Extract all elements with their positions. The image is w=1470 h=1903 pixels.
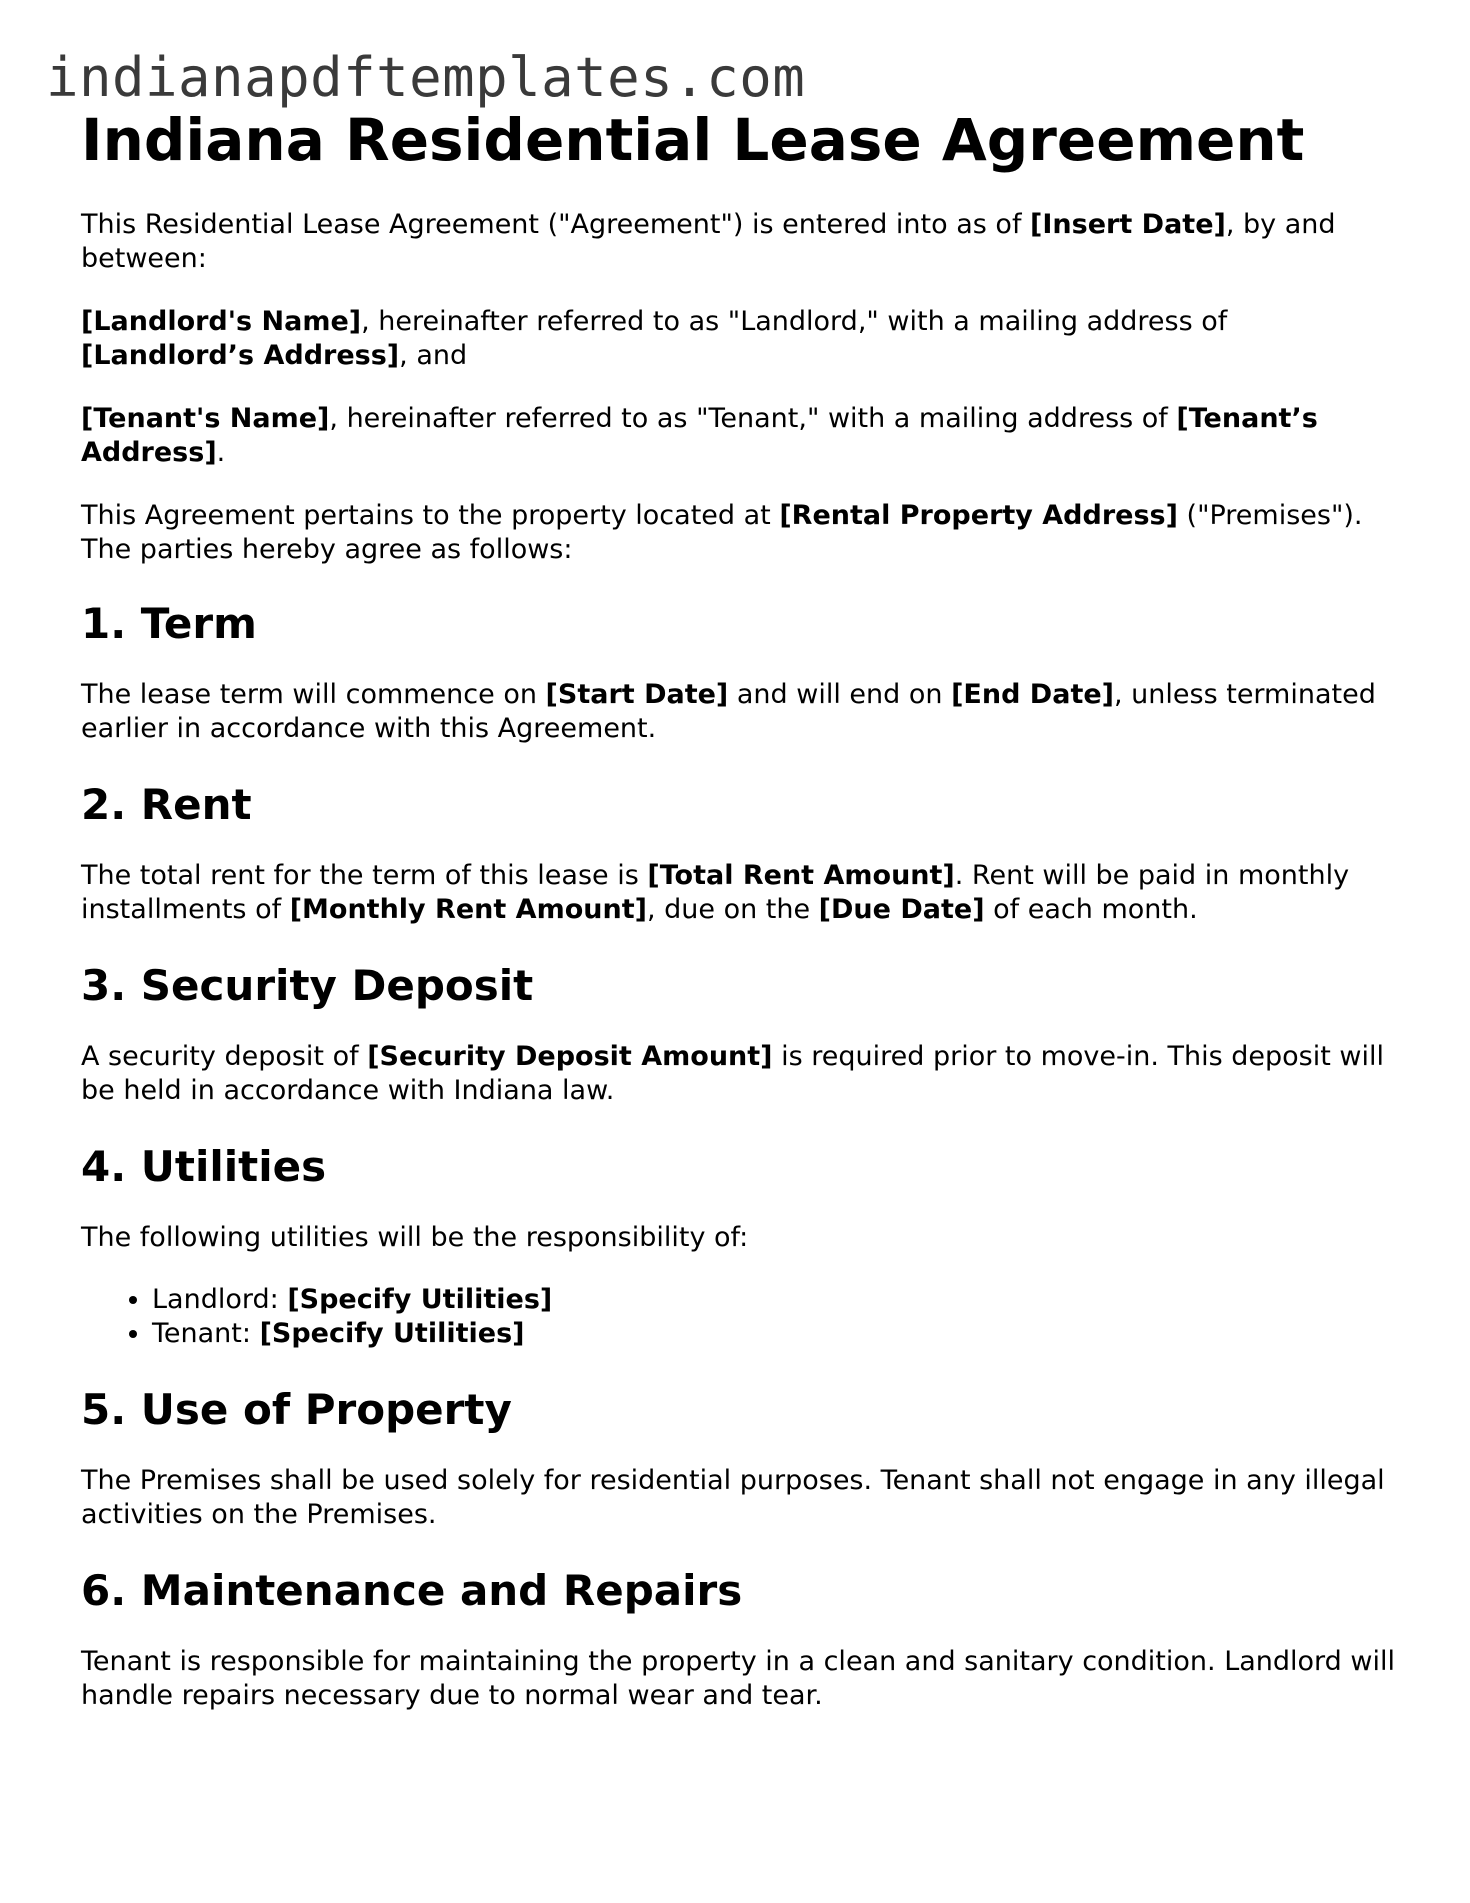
section-heading-maintenance: 6. Maintenance and Repairs (81, 1566, 743, 1615)
placeholder-deposit-amount: [Security Deposit Amount] (367, 1041, 773, 1072)
placeholder-tenant-address: [Tenant’s Address] (81, 403, 1318, 468)
placeholder-tenant-name: [Tenant's Name] (81, 403, 330, 434)
section-text-term: The lease term will commence on [Start Date] and will end on [End Date], unless terminated earlier in accordance with this Agreement. (81, 679, 1376, 744)
placeholder-monthly-rent: [Monthly Rent Amount] (289, 894, 647, 925)
document-body (81, 102, 1401, 1713)
placeholder-start-date: [Start Date] (545, 679, 729, 710)
placeholder-insert-date: [Insert Date] (1030, 209, 1226, 240)
document-title: Indiana Residential Lease Agreement (81, 106, 1305, 174)
placeholder-landlord-address: [Landlord’s Address] (81, 340, 400, 371)
placeholder-due-date: [Due Date] (818, 894, 985, 925)
section-text-use: The Premises shall be used solely for residential purposes. Tenant shall not engage in any illegal activities on the Premises. (81, 1465, 1385, 1530)
site-watermark: indianapdftemplates.com (46, 46, 806, 109)
placeholder-end-date: [End Date] (951, 679, 1115, 710)
placeholder-tenant-utilities: [Specify Utilities] (259, 1318, 525, 1349)
placeholder-total-rent: [Total Rent Amount] (647, 860, 955, 891)
section-heading-use: 5. Use of Property (81, 1385, 512, 1434)
section-heading-deposit: 3. Security Deposit (81, 961, 534, 1010)
list-item: • Landlord: [Specify Utilities] (152, 1283, 1401, 1317)
section-text-maintenance: Tenant is responsible for maintaining the property in a clean and sanitary condition. Landlord will handle repairs necessary due to normal wear and tear. (81, 1646, 1395, 1711)
intro-paragraph: This Residential Lease Agreement ("Agreement") is entered into as of [Insert Date], by and between: (81, 209, 1336, 274)
section-text-deposit: A security deposit of [Security Deposit Amount] is required prior to move-in. This deposit will be held in accordance with Indiana law. (81, 1041, 1385, 1106)
section-heading-rent: 2. Rent (81, 780, 252, 829)
placeholder-landlord-name: [Landlord's Name] (81, 306, 362, 337)
list-item: • Tenant: [Specify Utilities] (152, 1317, 1401, 1351)
tenant-paragraph: [Tenant's Name], hereinafter referred to as "Tenant," with a mailing address of [Tenant’s Address]. (81, 403, 1318, 468)
section-text-utilities: The following utilities will be the responsibility of: (81, 1222, 749, 1253)
placeholder-property-address: [Rental Property Address] (779, 500, 1178, 531)
section-text-rent: The total rent for the term of this lease is [Total Rent Amount]. Rent will be paid in monthly installments of [Monthly Rent Amount], due on the [Due Date] of each month. (81, 860, 1350, 925)
landlord-paragraph: [Landlord's Name], hereinafter referred to as "Landlord," with a mailing address of [Landlord’s Address], and (81, 306, 1228, 371)
premises-paragraph: This Agreement pertains to the property located at [Rental Property Address] ("Premises"). The parties hereby agree as follows: (81, 500, 1363, 565)
utilities-list (81, 1283, 1401, 1351)
section-heading-term: 1. Term (81, 599, 257, 648)
placeholder-landlord-utilities: [Specify Utilities] (287, 1284, 553, 1315)
section-heading-utilities: 4. Utilities (81, 1142, 327, 1191)
